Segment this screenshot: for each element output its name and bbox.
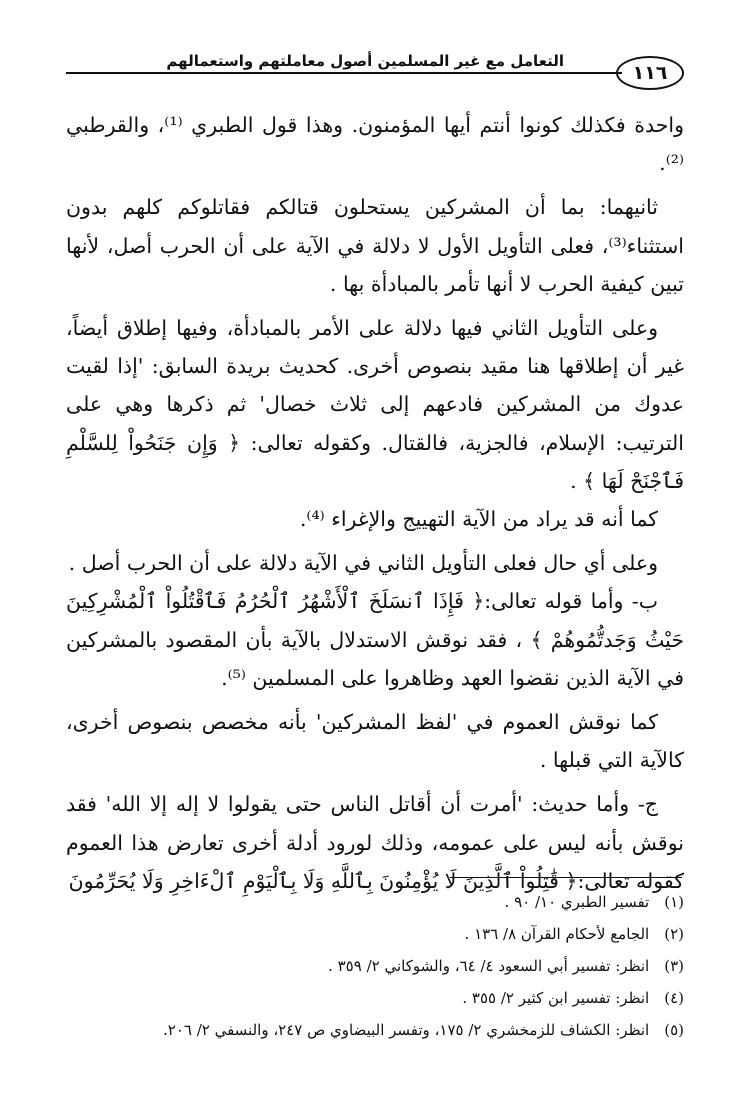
- footnote-number: (٢): [664, 925, 684, 943]
- footnote-text: انظر: تفسير ابن كثير ٢/ ٣٥٥ .: [462, 989, 650, 1007]
- footnote-separator: [450, 877, 682, 878]
- footnote-number: (١): [664, 893, 684, 911]
- footnote: [66, 1014, 684, 1046]
- paragraph: ثانيهما: بما أن المشركين يستحلون قتالكم فقاتلوكم كلهم بدون استثناء⁽³⁾، فعلى التأويل الأول لا دلالة في الآية على أن الحرب أصل، لأنها تبين كيفية الحرب لا أنها تأمر بالمبادأة بها .: [66, 195, 684, 296]
- paragraph: وعلى التأويل الثاني فيها دلالة على الأمر بالمبادأة، وفيها إطلاق أيضاً، غير أن إطلاقها هنا مقيد بنصوص أخرى. كحديث بريدة السابق: 'إذا لقيت عدوك من المشركين فادعهم إلى ثلاث خصال' ثم ذكرها وهي على الترتيب: الإسلام، فالجزية، فالقتال. وكقوله تعالى: ﴿ وَإِن جَنَحُواْ لِلسَّلْمِ فَٱجْنَحْ لَهَا ﴾ .: [66, 316, 684, 493]
- paragraph: ب- وأما قوله تعالى:﴿ فَإِذَا ٱنسَلَخَ ٱلْأَشْهُرُ ٱلْحُرُمُ فَٱقْتُلُواْ ٱلْمُشْرِكِينَ حَيْثُ وَجَدتُّمُوهُمْ ﴾ ، فقد نوقش الاستدلال بالآية بأن المقصود بالمشركين في الآية الذين نقضوا العهد وظاهروا على المسلمين ⁽⁵⁾.: [66, 589, 684, 690]
- footnote-text: انظر: تفسير أبي السعود ٤/ ٦٤، والشوكاني ٢/ ٣٥٩ .: [328, 957, 650, 975]
- footnote: [66, 886, 684, 918]
- paragraph: كما أنه قد يراد من الآية التهييج والإغراء ⁽⁴⁾.: [299, 507, 658, 532]
- paragraph: وعلى أي حال فعلى التأويل الثاني في الآية دلالة على أن الحرب أصل .: [68, 551, 658, 576]
- footnote: [66, 950, 684, 982]
- header-rule: [66, 72, 622, 74]
- footnotes: [66, 886, 684, 1046]
- footnote-number: (٣): [664, 957, 684, 975]
- page-number: ١١٦: [616, 56, 684, 90]
- paragraph: ج- وأما حديث: 'أمرت أن أقاتل الناس حتى يقولوا لا إله إلا الله' فقد نوقش بأنه ليس على عمومه، وذلك لورود أدلة أخرى تعارض هذا العموم كقوله تعالى:﴿ قَٰتِلُواْ ٱلَّذِينَ لَا يُؤْمِنُونَ بِٱللَّهِ وَلَا بِٱلْيَوْمِ ٱلْءَاخِرِ وَلَا يُحَرِّمُونَ: [66, 792, 684, 893]
- footnote: [66, 918, 684, 950]
- footnote-number: (٤): [664, 989, 684, 1007]
- paragraph: كما نوقش العموم في 'لفظ المشركين' بأنه مخصص بنصوص أخرى، كالآية التي قبلها .: [66, 710, 684, 773]
- paragraph: واحدة فكذلك كونوا أنتم أيها المؤمنون. وهذا قول الطبري ⁽¹⁾، والقرطبي ⁽²⁾.: [66, 113, 684, 176]
- running-title: التعامل مع غير المسلمين أصول معاملتهم واستعمالهم: [166, 52, 564, 70]
- footnote-number: (٥): [664, 1021, 684, 1039]
- footnote: [66, 982, 684, 1014]
- footnote-text: انظر: الكشاف للزمخشري ٢/ ١٧٥، وتفسر البيضاوي ص ٢٤٧، والنسفي ٢/ ٢٠٦.: [162, 1021, 650, 1039]
- page-header: [66, 48, 684, 100]
- main-text: [66, 106, 684, 900]
- footnote-text: تفسير الطبري ١٠/ ٩٠ .: [504, 893, 650, 911]
- footnote-text: الجامع لأحكام القرآن ٨/ ١٣٦ .: [464, 925, 650, 943]
